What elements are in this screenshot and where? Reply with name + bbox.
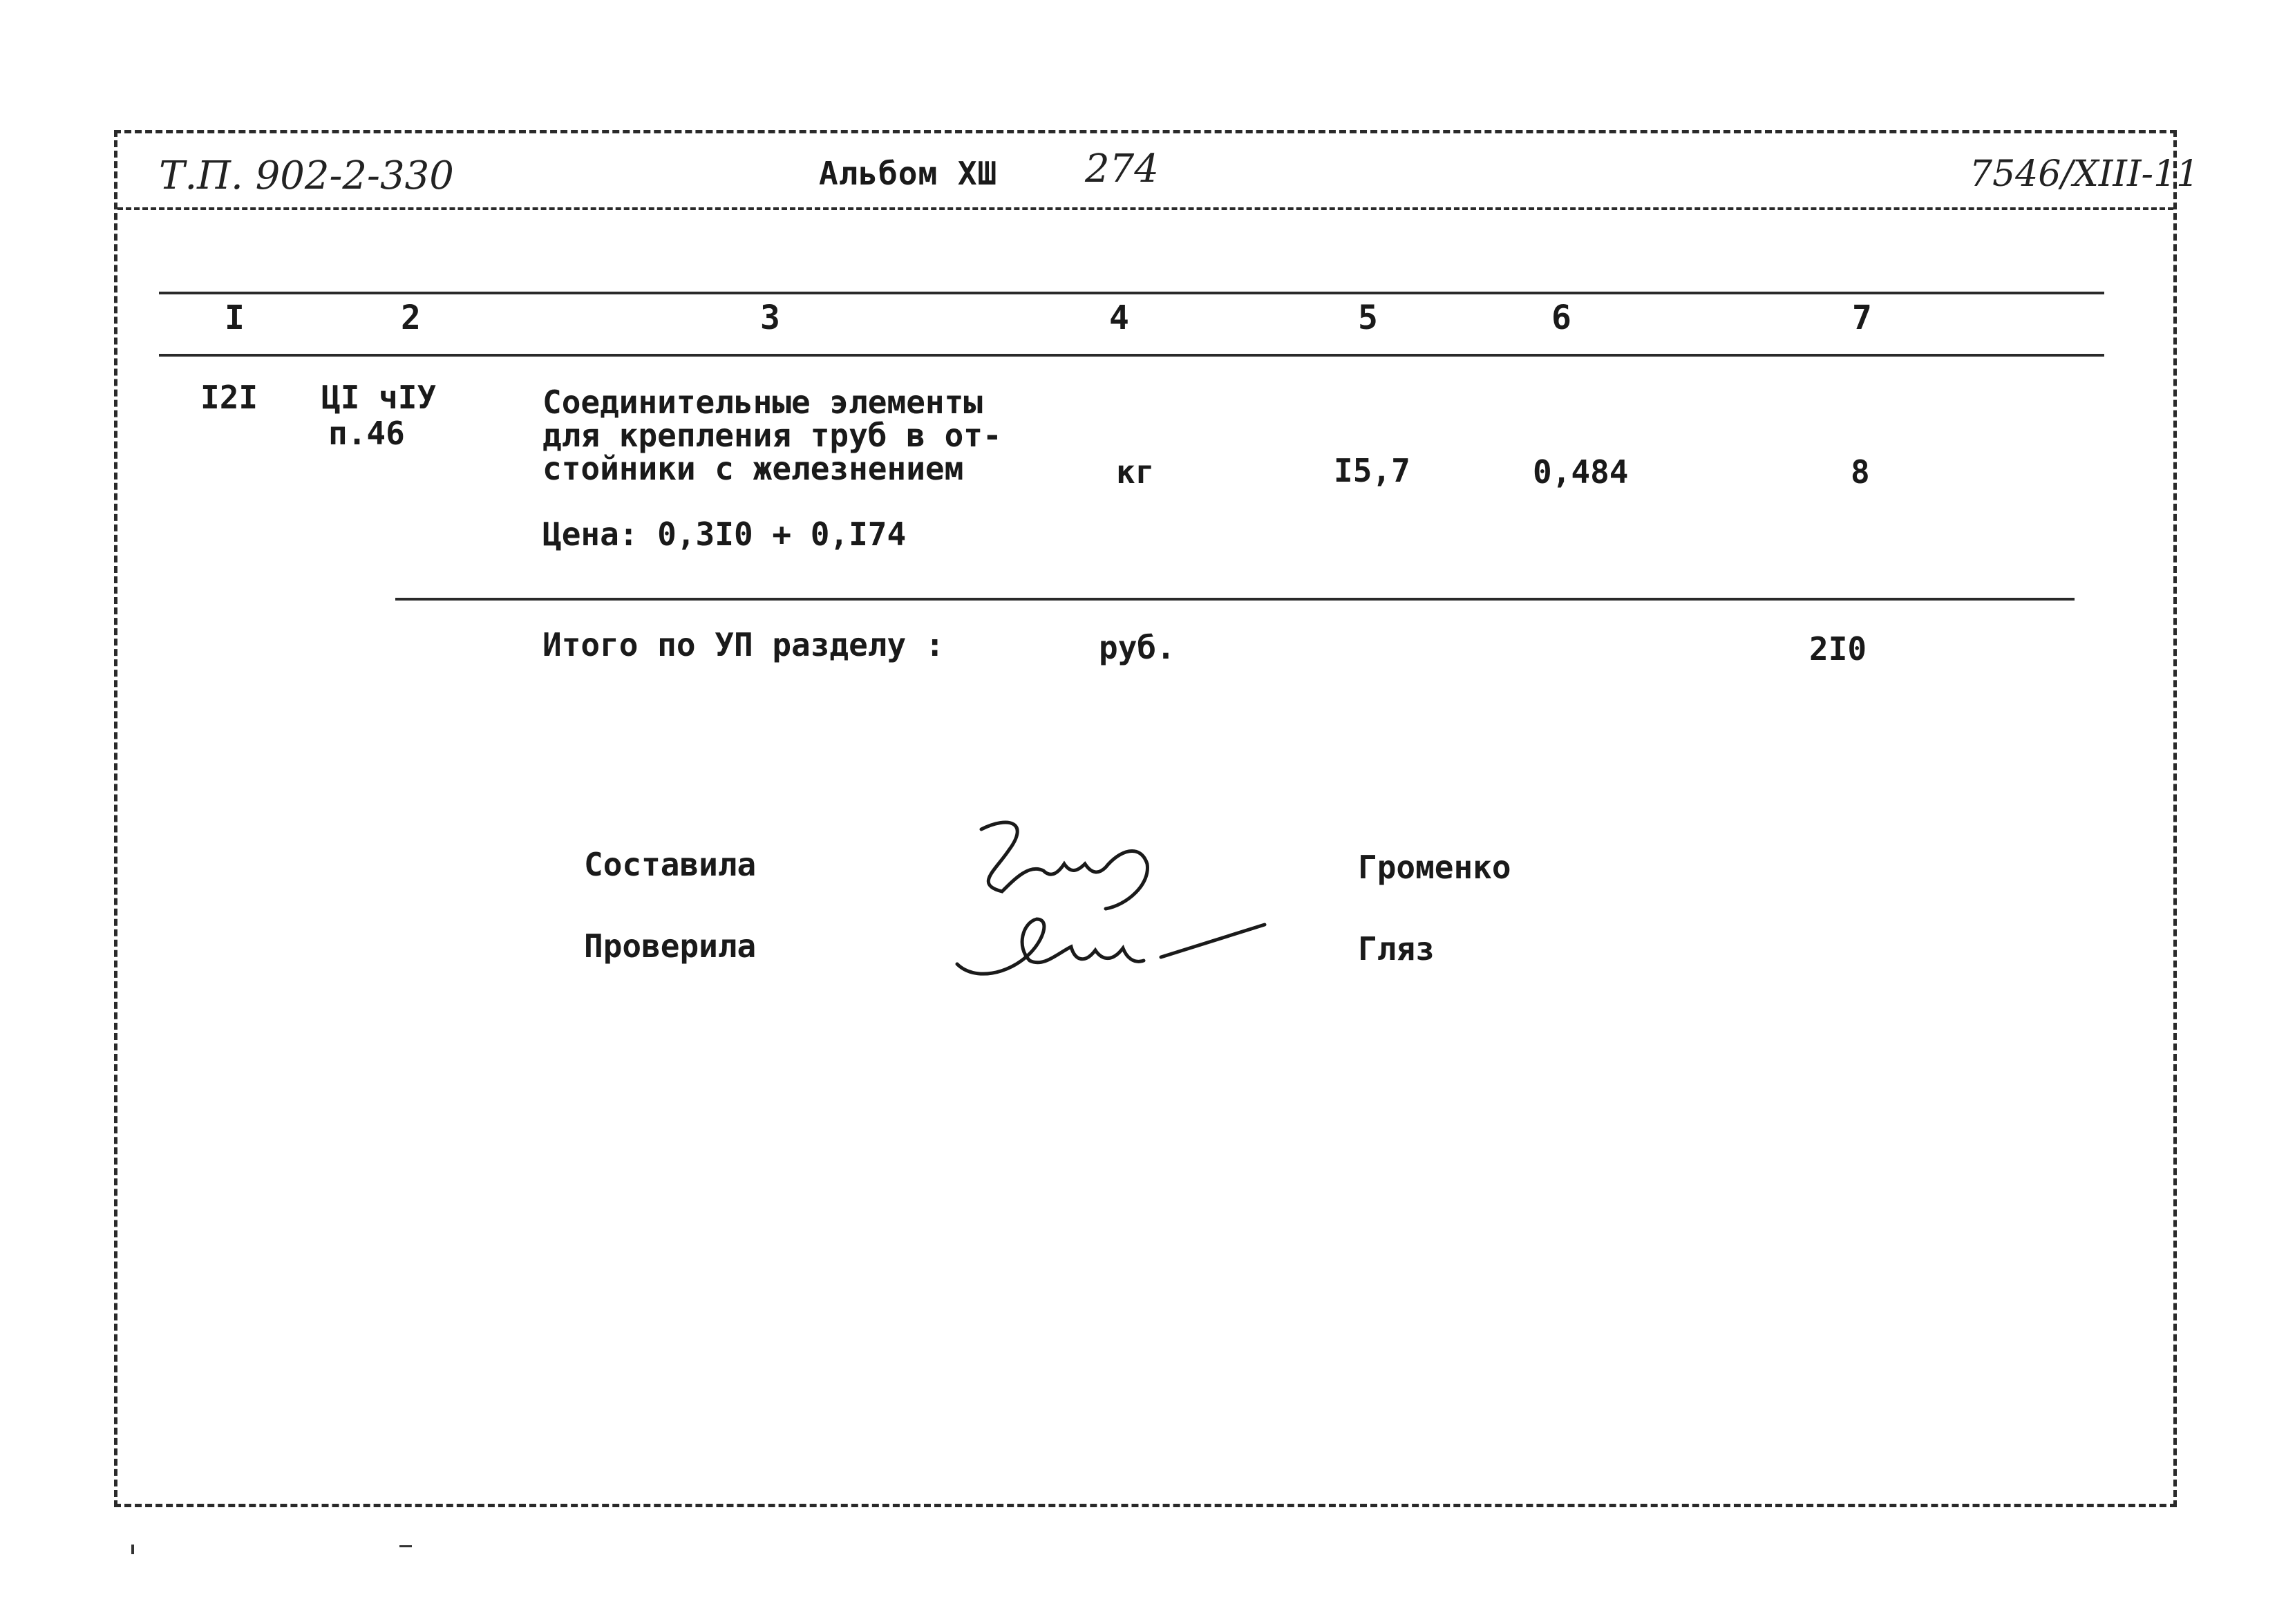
scan-mark (131, 1545, 134, 1554)
column-header-3: 3 (760, 299, 780, 337)
table-header-rule (159, 354, 2104, 357)
row-number: I2I (200, 379, 258, 416)
compiled-by-label: Составила (584, 846, 757, 883)
subtotal-rule (395, 598, 2075, 601)
column-header-7: 7 (1852, 299, 1872, 337)
table-top-rule (159, 292, 2104, 294)
checker-signature (947, 898, 1278, 988)
column-header-2: 2 (401, 299, 421, 337)
compiler-signature (967, 809, 1216, 912)
scan-mark (399, 1545, 412, 1547)
subtotal-unit: руб. (1099, 629, 1175, 666)
column-header-4: 4 (1109, 299, 1129, 337)
checked-by-label: Проверила (584, 927, 757, 965)
row-total: 8 (1851, 453, 1870, 491)
row-code-line2: п.46 (328, 415, 405, 452)
row-description-line2: для крепления труб в от- (542, 417, 1002, 454)
compiled-by-name: Громенко (1358, 849, 1511, 886)
row-quantity: I5,7 (1334, 452, 1410, 489)
row-unit: кг (1116, 453, 1155, 491)
tp-code: Т.П. 902-2-330 (159, 153, 454, 198)
checked-by-name: Гляз (1358, 930, 1435, 967)
row-description-line3: стойники с железнением (542, 450, 964, 487)
row-description-line1: Соединительные элементы (542, 384, 983, 421)
row-unit-cost: 0,484 (1533, 453, 1629, 491)
header-divider (117, 207, 2173, 210)
album-label: Альбом XШ (819, 155, 998, 192)
row-price: Цена: 0,3I0 + 0,I74 (542, 516, 907, 553)
subtotal-label: Итого по УП разделу : (542, 626, 945, 663)
subtotal-total: 2I0 (1809, 630, 1867, 668)
column-header-1: I (225, 299, 245, 337)
column-header-6: 6 (1551, 299, 1571, 337)
row-code-line1: ЦI чIУ (321, 379, 437, 416)
page-number: 274 (1085, 147, 1159, 191)
column-header-5: 5 (1358, 299, 1378, 337)
archive-number: 7546/XIII-11 (1969, 153, 2200, 195)
